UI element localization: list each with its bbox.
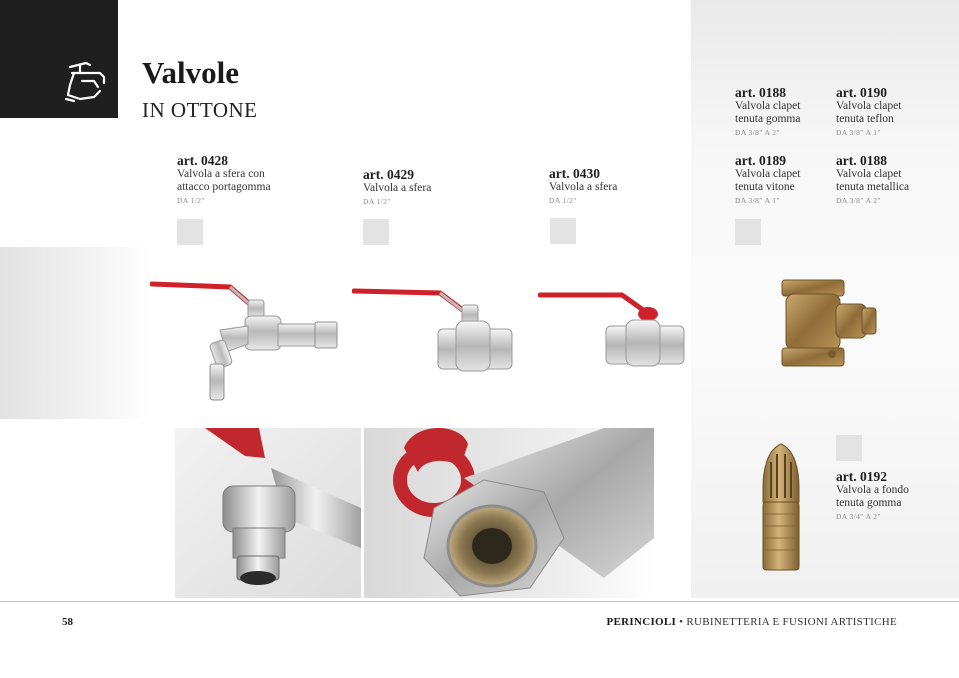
article-description: Valvola clapet bbox=[735, 100, 801, 112]
article-size: DA 1/2" bbox=[177, 196, 205, 205]
color-swatch bbox=[735, 219, 761, 245]
article-0188-metallica bbox=[836, 153, 909, 205]
article-description: Valvola a sfera bbox=[549, 181, 618, 193]
detail-photo-valve-body bbox=[364, 428, 654, 598]
footer-brand: PERINCIOLI bbox=[606, 616, 677, 628]
article-description: Valvola clapet bbox=[836, 100, 902, 112]
article-code: art. 0188 bbox=[735, 85, 786, 100]
article-description: Valvola clapet bbox=[836, 168, 902, 180]
article-0430 bbox=[549, 166, 617, 205]
article-description: tenuta teflon bbox=[836, 113, 894, 125]
article-size: DA 1/2" bbox=[363, 197, 391, 206]
article-size: DA 3/8" A 2" bbox=[836, 196, 881, 205]
article-size: DA 3/8" A 1" bbox=[735, 196, 780, 205]
article-0192 bbox=[836, 469, 909, 521]
page-subtitle: IN OTTONE bbox=[142, 98, 258, 122]
article-description: Valvola a fondo bbox=[836, 484, 909, 496]
article-description: tenuta gomma bbox=[735, 113, 801, 125]
product-image-0428 bbox=[150, 278, 345, 406]
article-0429 bbox=[363, 167, 431, 206]
article-code: art. 0189 bbox=[735, 153, 786, 168]
article-description: tenuta gomma bbox=[836, 497, 902, 509]
product-image-0430 bbox=[538, 290, 688, 370]
article-size: DA 3/8" A 1" bbox=[836, 128, 881, 137]
article-description: attacco portagomma bbox=[177, 181, 271, 193]
faucet-icon bbox=[60, 55, 108, 105]
article-description: Valvola clapet bbox=[735, 168, 801, 180]
article-size: DA 3/8" A 2" bbox=[735, 128, 780, 137]
article-code: art. 0430 bbox=[549, 166, 600, 181]
article-size: DA 1/2" bbox=[549, 196, 577, 205]
article-code: art. 0429 bbox=[363, 167, 414, 182]
page-number: 58 bbox=[62, 616, 73, 628]
article-description: Valvola a sfera bbox=[363, 182, 432, 194]
footer-bullet: • bbox=[679, 616, 684, 628]
color-swatch bbox=[836, 435, 862, 461]
footer-tagline: RUBINETTERIA E FUSIONI ARTISTICHE bbox=[686, 616, 897, 628]
article-0190 bbox=[836, 85, 901, 137]
footer-text bbox=[606, 616, 897, 628]
page-title: Valvole bbox=[142, 55, 240, 90]
article-description: tenuta metallica bbox=[836, 181, 910, 193]
article-size: DA 3/4" A 2" bbox=[836, 512, 881, 521]
article-code: art. 0188 bbox=[836, 153, 887, 168]
article-0189 bbox=[735, 153, 800, 205]
product-image-0192 bbox=[757, 440, 805, 576]
product-image-clapet bbox=[778, 276, 880, 372]
detail-photo-hose-connector bbox=[175, 428, 361, 598]
color-swatch bbox=[550, 218, 576, 244]
article-description: Valvola a sfera con bbox=[177, 168, 265, 180]
article-code: art. 0192 bbox=[836, 469, 887, 484]
article-description: tenuta vitone bbox=[735, 181, 795, 193]
article-0428 bbox=[177, 153, 271, 205]
brand-logo bbox=[0, 0, 118, 118]
article-code: art. 0190 bbox=[836, 85, 887, 100]
footer-divider bbox=[0, 601, 959, 602]
color-swatch bbox=[363, 219, 389, 245]
left-band-background bbox=[0, 247, 150, 419]
product-image-0429 bbox=[352, 285, 514, 375]
article-0188-gomma bbox=[735, 85, 800, 137]
color-swatch bbox=[177, 219, 203, 245]
article-code: art. 0428 bbox=[177, 153, 228, 168]
